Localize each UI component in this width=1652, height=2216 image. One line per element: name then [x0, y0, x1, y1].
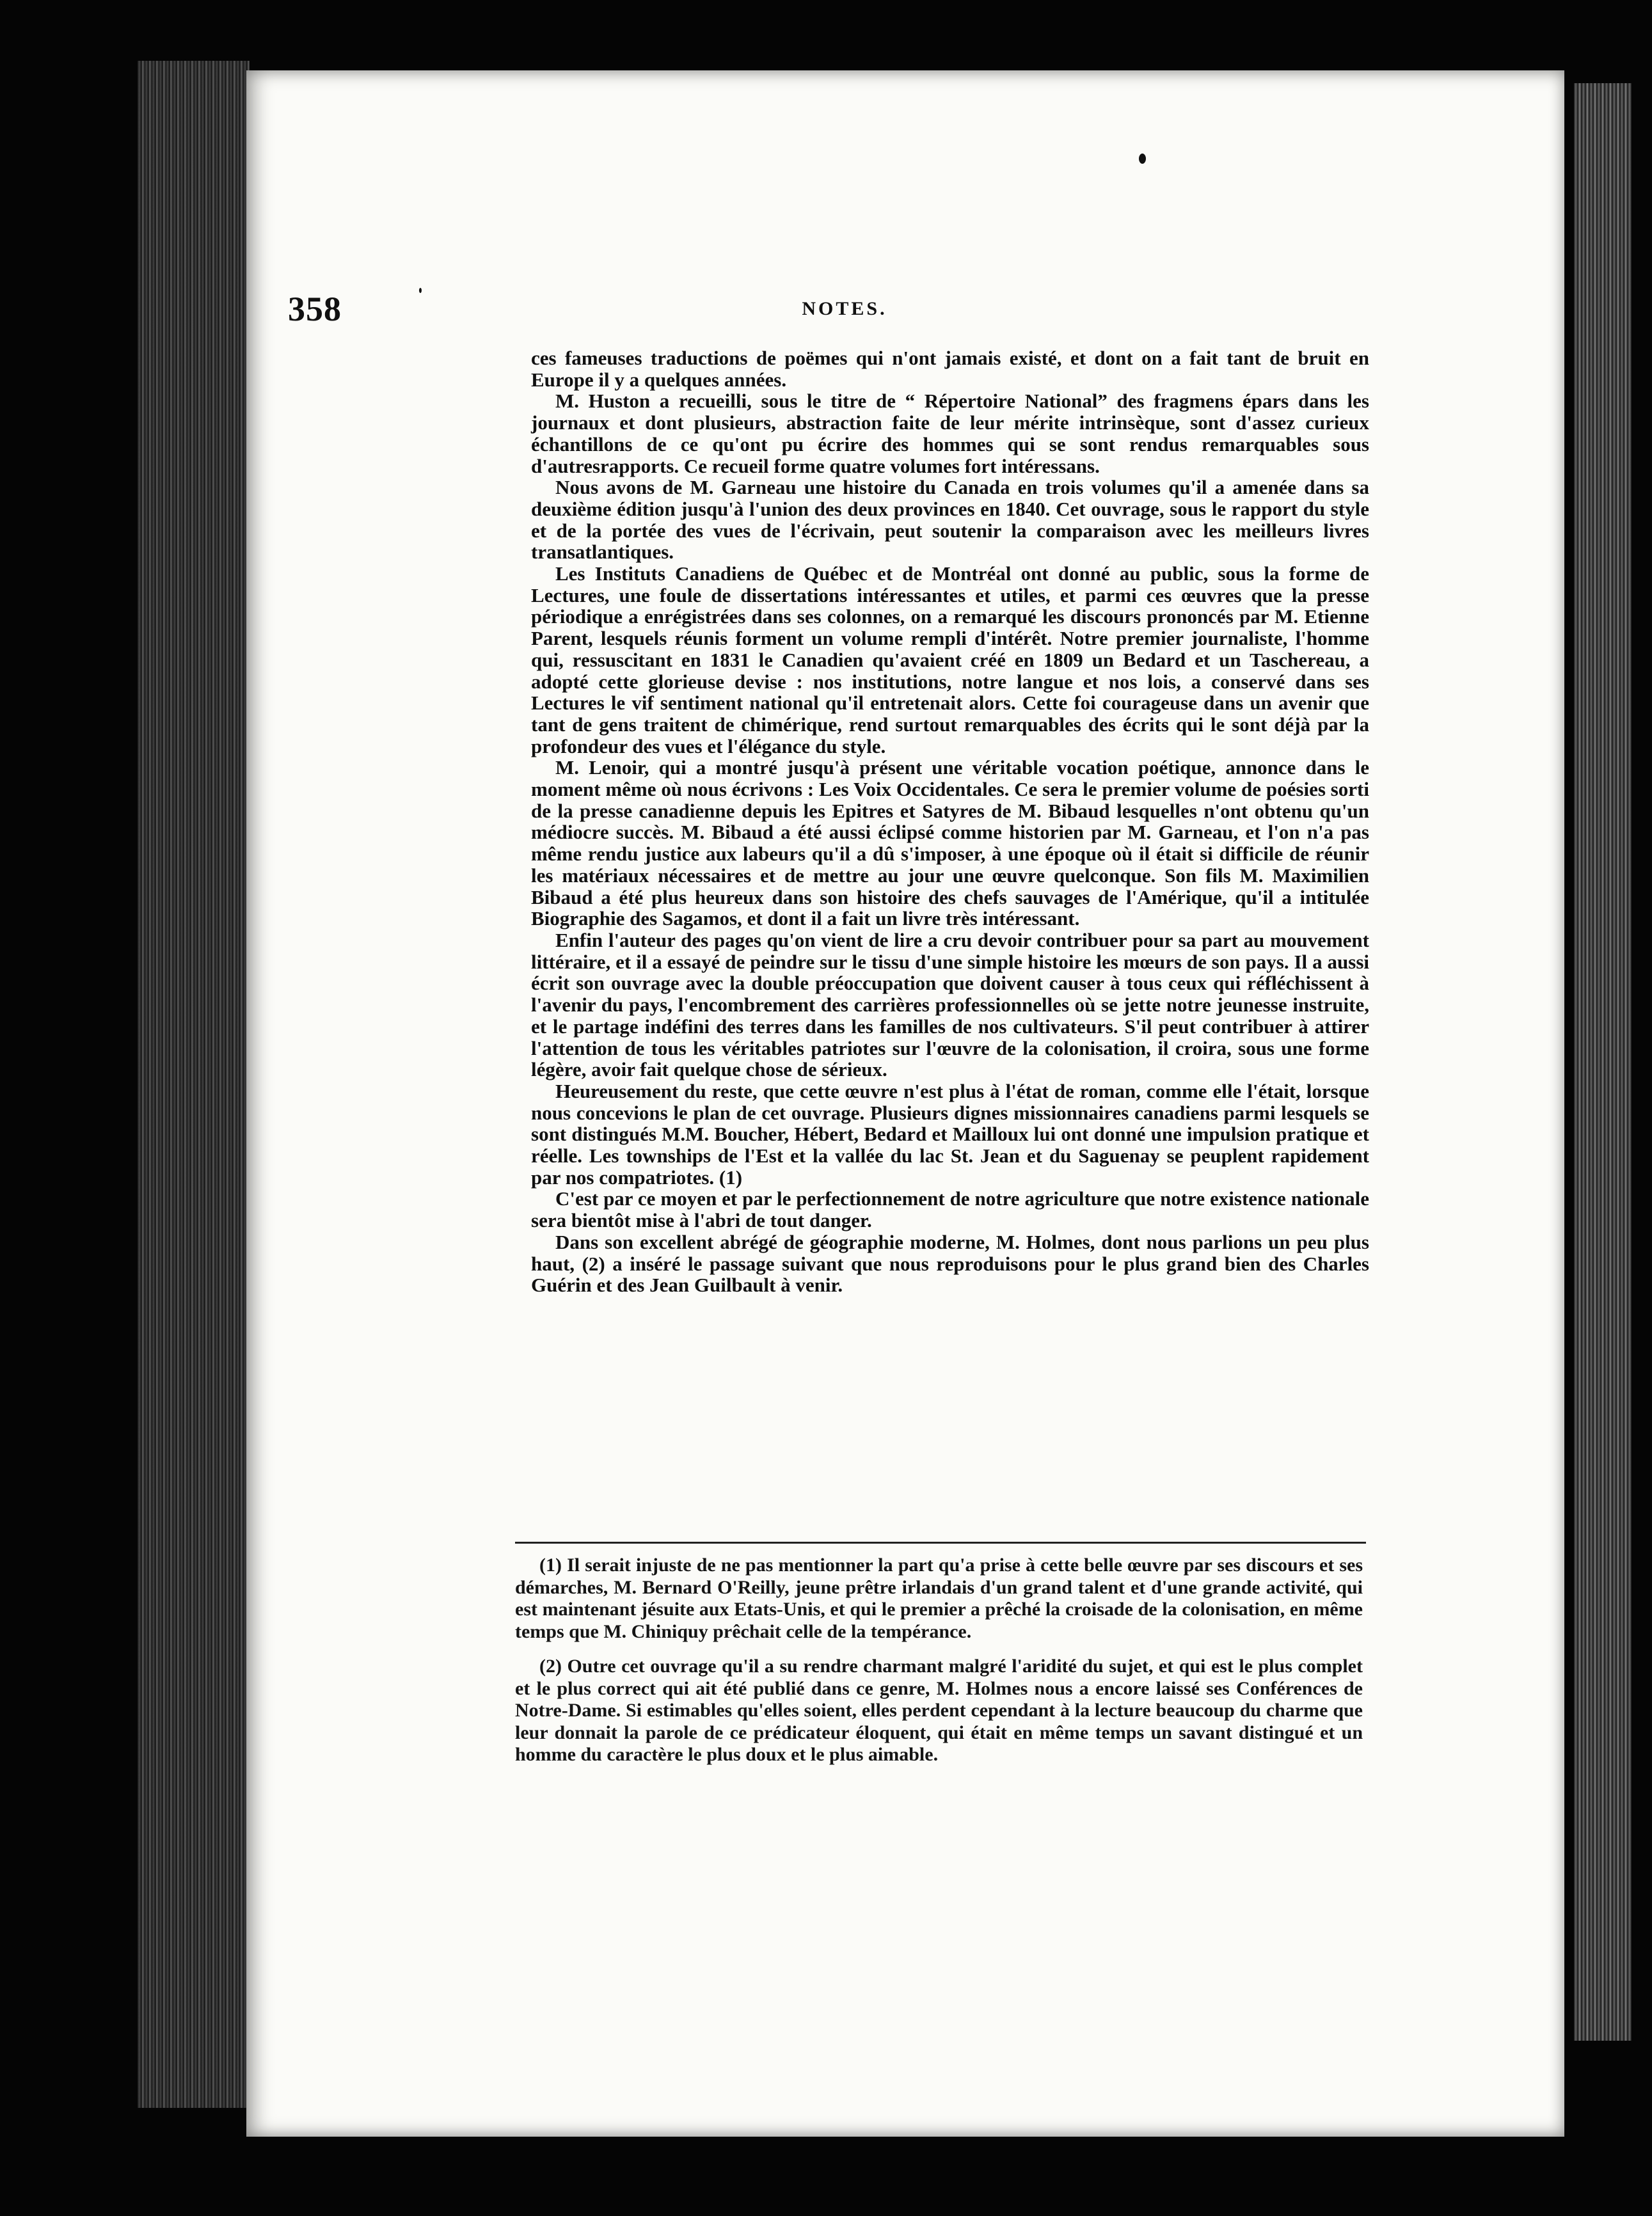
paragraph: Nous avons de M. Garneau une histoire du Canada en trois volumes qu'il a amenée dans sa deuxième édition jusqu'à l'union des deux provinces en 1840. Cet ouvrage, sous le rapport du style et de la portée des vues de l'écrivain, peut soutenir la comparaison avec les meilleurs livres transatlantiques.: [531, 476, 1369, 564]
book-page-edges-right: [1574, 83, 1632, 2041]
running-head: [288, 289, 1376, 334]
paragraph: M. Lenoir, qui a montré jusqu'à présent une véritable vocation poétique, annonce dans le moment même où nous écrivons : Les Voix Occidentales. Ce sera le premier volume de poésies sorti de la presse canadienne depuis les Epitres et Satyres de M. Bibaud lesquelles n'ont obtenu qu'un médiocre succès. M. Bibaud a été aussi éclipsé comme historien par M. Garneau, et l'on n'a pas même rendu justice aux labeurs qu'il a dû s'imposer, à une époque où il était si difficile de réunir les matériaux nécessaires et de mettre au jour une œuvre quelconque. Son fils M. Maximilien Bibaud a été plus heureux dans son histoire des chefs sauvages de l'Amérique, qu'il a intitulée Biographie des Sagamos, et dont il a fait un livre très intéressant.: [531, 756, 1369, 930]
ink-speck: [1139, 154, 1146, 164]
paragraph: ces fameuses traductions de poëmes qui n'ont jamais existé, et dont on a fait tant de bruit en Europe il y a quelques années.: [531, 347, 1369, 391]
running-title: NOTES.: [802, 298, 887, 319]
paragraph: Heureusement du reste, que cette œuvre n'est plus à l'état de roman, comme elle l'était, lorsque nous concevions le plan de cet ouvrage. Plusieurs dignes missionnaires canadiens parmi lesquels se sont distingués M.M. Boucher, Hébert, Bedard et Mailloux lui ont donné une impulsion pratique et réelle. Les townships de l'Est et la vallée du lac St. Jean et du Saguenay se peuplent rapidement par nos compatriotes. (1): [531, 1079, 1369, 1189]
paragraph: Enfin l'auteur des pages qu'on vient de lire a cru devoir contribuer pour sa part au mouvement littéraire, et il a essayé de peindre sur le tissu d'une simple histoire les mœurs de son pays. Il a aussi écrit son ouvrage avec la double préoccupation que doivent causer à tous ceux qui réfléchissent à l'avenir du pays, l'encombrement des carrières professionnelles où se jette notre jeunesse instruite, et le partage indéfini des terres dans les familles de nos cultivateurs. S'il peut contribuer à attirer l'attention de tous les véritables patriotes sur l'œuvre de la colonisation, il croira, sous une forme légère, avoir fait quelque chose de sérieux.: [531, 928, 1369, 1081]
book-page-edges-left: [138, 61, 250, 2108]
footnotes: [515, 1555, 1363, 1779]
footnote: (2) Outre cet ouvrage qu'il a su rendre charmant malgré l'aridité du sujet, et qui est le plus complet et le plus correct qui ait été publié dans ce genre, M. Holmes nous a encore laissé ses Conférences de Notre-Dame. Si estimables qu'elles soient, elles perdent cependant à la lecture beaucoup du charme que leur donnait la parole de ce prédicateur éloquent, qui était en même temps un savant distingué et un homme du caractère le plus doux et le plus aimable.: [515, 1656, 1363, 1765]
footnote: (1) Il serait injuste de ne pas mentionner la part qu'a prise à cette belle œuvre par ses discours et ses démarches, M. Bernard O'Reilly, jeune prêtre irlandais d'un grand talent et d'une grande activité, qui est maintenant jésuite aux Etats-Unis, et qui le premier a prêché la croisade de la colonisation, en même temps que M. Chiniquy prêchait celle de la tempérance.: [515, 1555, 1363, 1642]
paragraph: Dans son excellent abrégé de géographie moderne, M. Holmes, dont nous parlions un peu plus haut, (2) a inséré le passage suivant que nous reproduisons pour le plus grand bien des Charles Guérin et des Jean Guilbault à venir.: [531, 1230, 1369, 1297]
paragraph: Les Instituts Canadiens de Québec et de Montréal ont donné au public, sous la forme de Lectures, une foule de dissertations intéressantes et utiles, et parmi ces œuvres que la presse périodique a enrégistrées dans ses colonnes, on a remarqué les discours prononcés par M. Etienne Parent, lesquels réunis forment un volume rempli d'intérêt. Notre premier journaliste, l'homme qui, ressuscitant en 1831 le Canadien qu'avaient créé en 1809 un Bedard et un Taschereau, a adopté cette glorieuse devise : nos institutions, notre langue et nos lois, a conservé dans ses Lectures le vif sentiment national qu'il entretenait alors. Cette foi courageuse dans un avenir que tant de gens traitent de chimérique, rend surtout remarquables des écrits qui le sont déjà par la profondeur des vues et l'élégance du style.: [531, 562, 1369, 757]
main-text: [531, 347, 1369, 1296]
page-number: 358: [288, 290, 342, 328]
paragraph: C'est par ce moyen et par le perfectionnement de notre agriculture que notre existence nationale sera bientôt mise à l'abri de tout danger.: [531, 1187, 1369, 1232]
paragraph: M. Huston a recueilli, sous le titre de “ Répertoire National” des fragmens épars dans les journaux et dont plusieurs, abstraction faite de leur mérite intrinsèque, sont d'assez curieux échantillons de ce qu'ont pu écrire des hommes qui se sont rendus remarquables sous d'autresrapports. Ce recueil forme quatre volumes fort intéressans.: [531, 390, 1369, 477]
footnote-separator-rule: [515, 1542, 1366, 1544]
